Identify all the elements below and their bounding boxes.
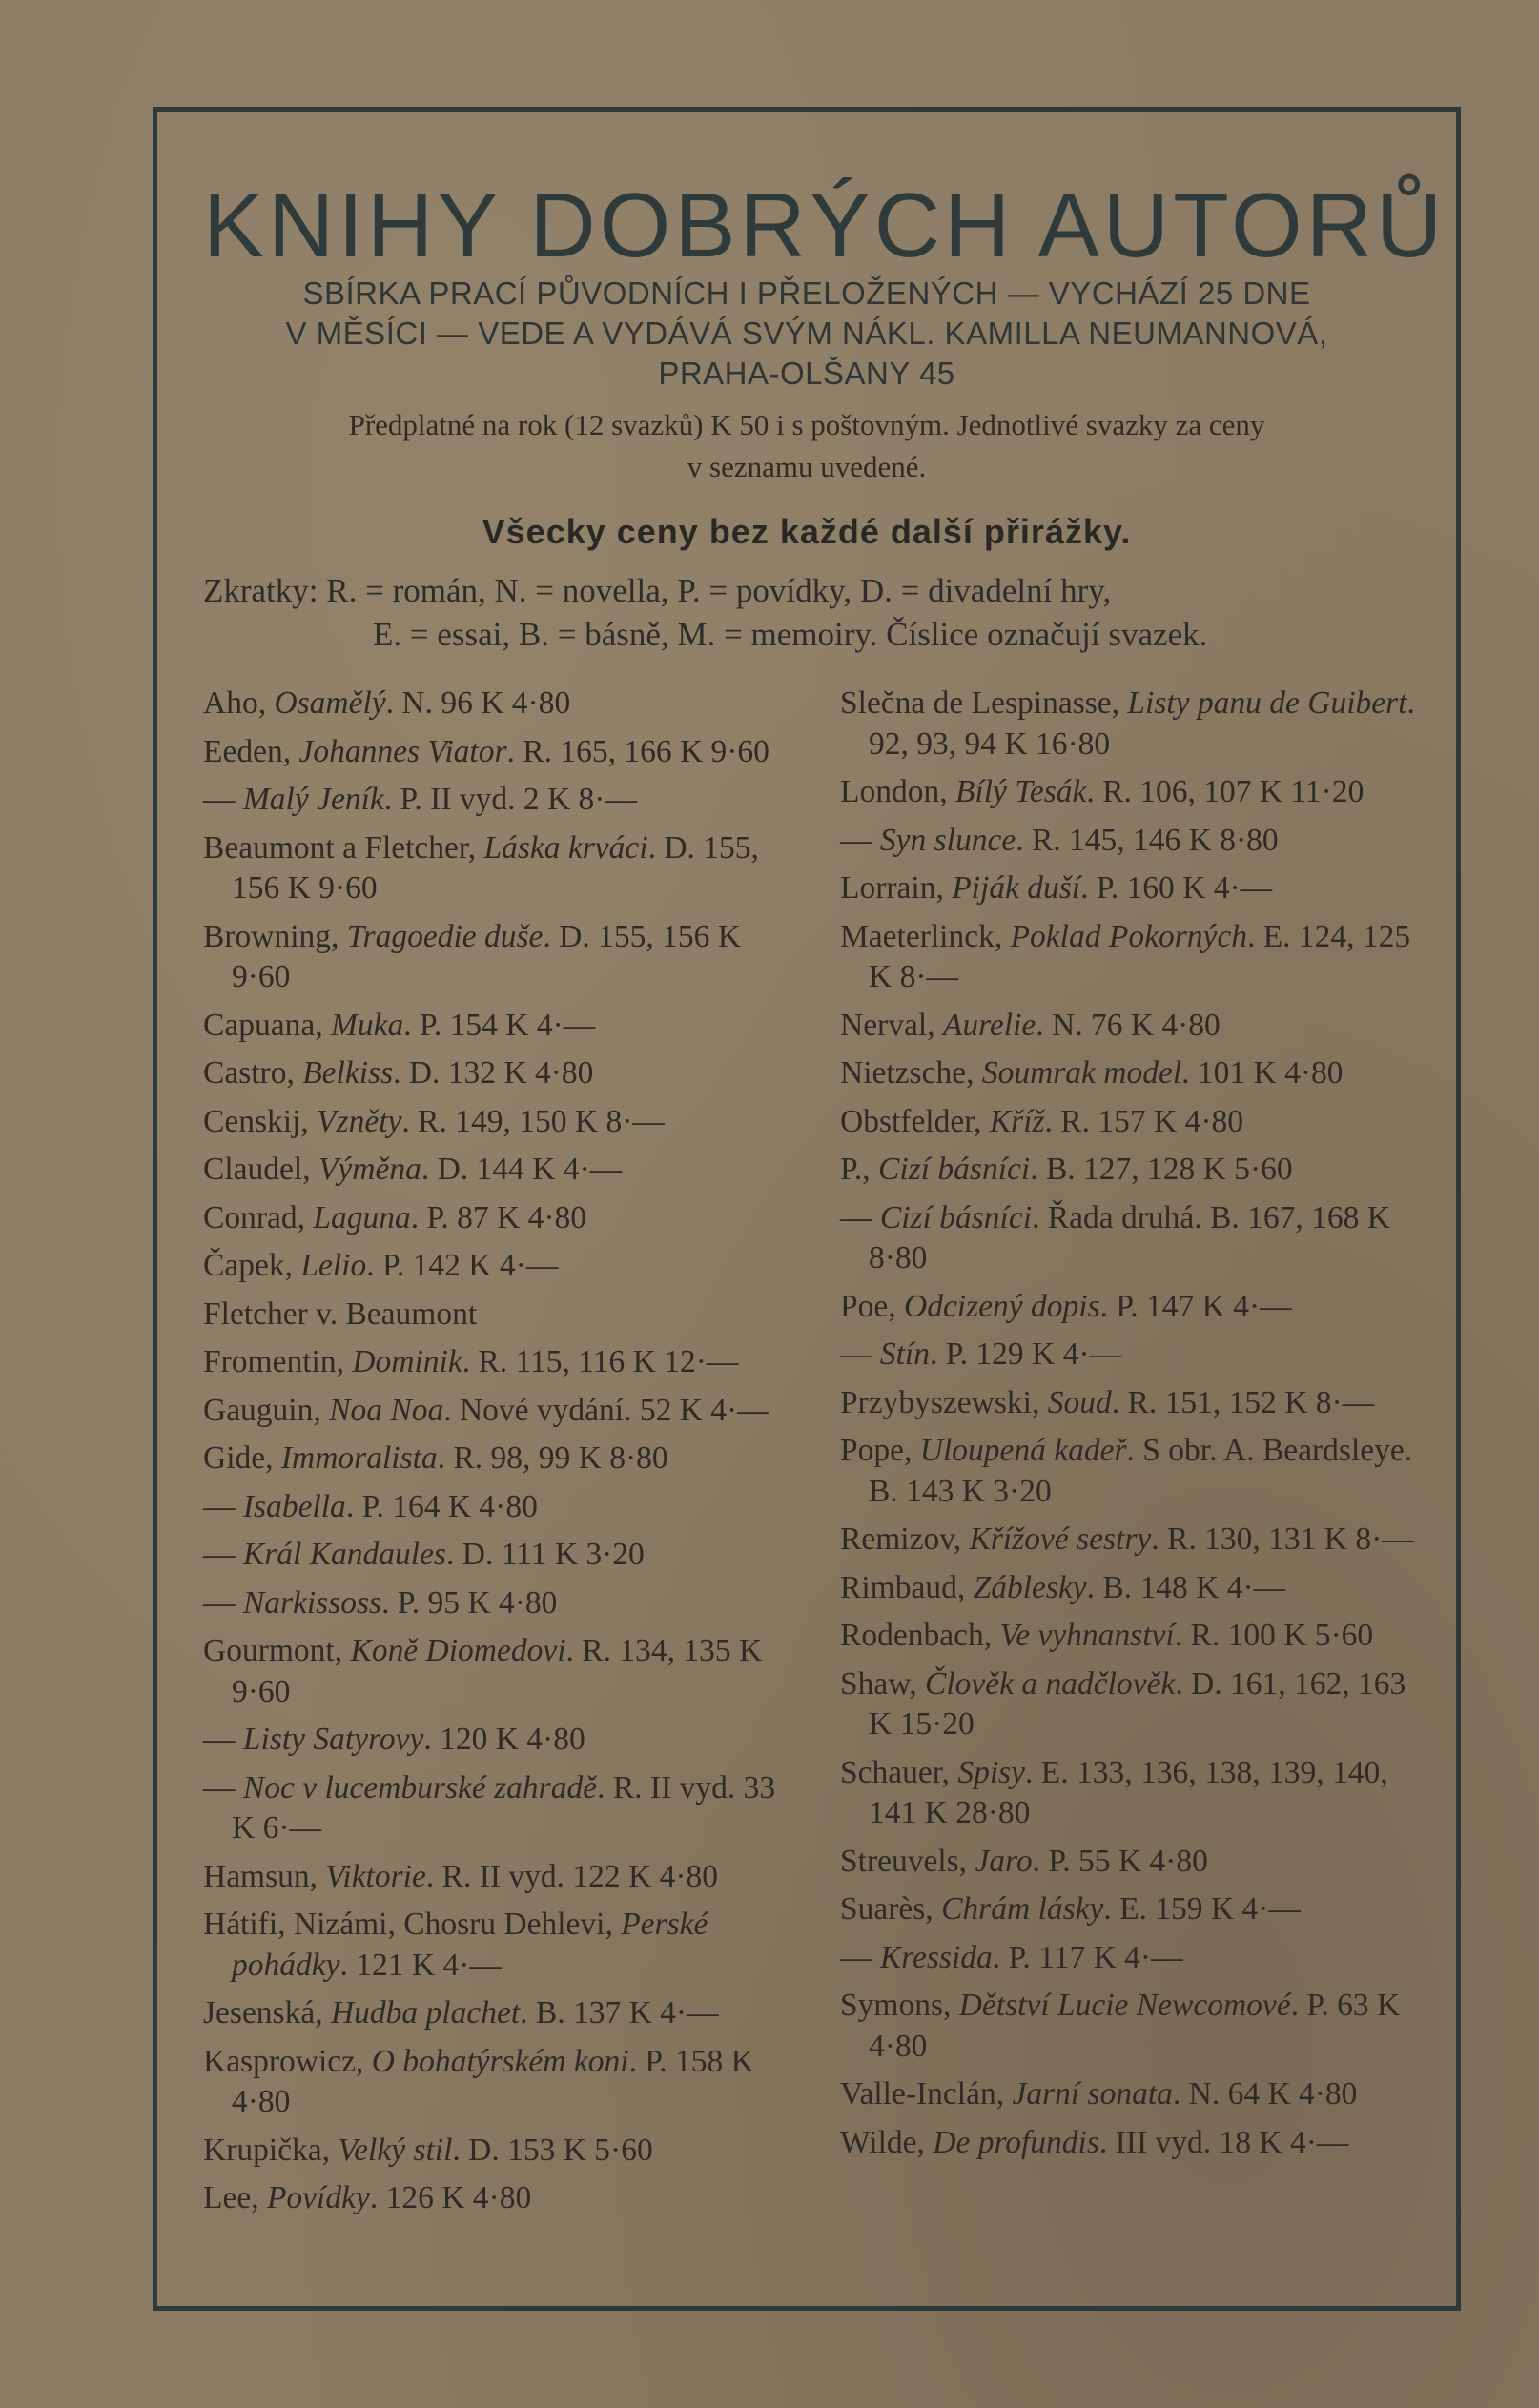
entry-details: . P. 160 K 4·—: [1080, 870, 1273, 906]
entry-work-title: Král Kandaules: [242, 1537, 446, 1572]
entry-details: . R. 130, 131 K 8·—: [1151, 1521, 1414, 1557]
entry-author: Fromentin,: [203, 1344, 353, 1379]
entry-details: . B. 137 K 4·—: [520, 1995, 719, 2030]
entry-details: . R. 134, 135 K 9·60: [232, 1633, 763, 1709]
entry-details: . P. 117 K 4·—: [992, 1939, 1183, 1975]
entry-work-title: De profundis: [933, 2124, 1099, 2160]
entry-work-title: Odcizený dopis: [904, 1288, 1100, 1324]
entry-author: Fletcher v. Beaumont: [203, 1296, 478, 1332]
catalog-entry: [203, 1391, 785, 1432]
entry-author: Streuvels,: [840, 1843, 975, 1879]
catalog-entry: [840, 821, 1427, 862]
catalog-entry: [840, 1842, 1427, 1883]
entry-author: —: [203, 1722, 243, 1757]
entry-work-title: Kressida: [879, 1939, 993, 1975]
entry-author: Slečna de Lespinasse,: [840, 685, 1128, 721]
entry-details: . 121 K 4·—: [339, 1947, 502, 1983]
frame-content: [203, 112, 1447, 2306]
entry-author: —: [203, 1488, 243, 1524]
entry-work-title: Poklad Pokorných: [1010, 918, 1247, 954]
catalog-entry: [203, 1198, 785, 1239]
entry-work-title: Křížové sestry: [969, 1521, 1152, 1557]
publisher-line: PRAHA-OLŠANY 45: [658, 356, 955, 391]
entry-work-title: Listy panu de Guibert: [1127, 685, 1407, 721]
entry-author: Wilde,: [840, 2124, 934, 2160]
entry-details: . 92, 93, 94 K 16·80: [869, 685, 1415, 762]
entry-details: . N. 96 K 4·80: [385, 685, 571, 721]
entry-author: Claudel,: [203, 1152, 318, 1187]
catalog-entry: [203, 2178, 785, 2219]
catalog-entry: [203, 1768, 785, 1849]
entry-work-title: Záblesky: [973, 1569, 1087, 1605]
catalog-entry: [840, 868, 1427, 909]
entry-author: Nerval,: [840, 1007, 943, 1043]
entry-details: . 126 K 4·80: [369, 2180, 532, 2215]
entry-work-title: Soumrak model: [981, 1055, 1182, 1091]
entry-author: Hátifi, Nizámi, Chosru Dehlevi,: [203, 1907, 622, 1942]
catalog-entry: [840, 1150, 1427, 1191]
catalog-entry: [203, 1857, 785, 1898]
catalog-entry: [203, 2042, 785, 2123]
entry-details: . S obr. A. Beardsleye. B. 143 K 3·20: [869, 1433, 1413, 1509]
catalog-entry: [840, 1616, 1427, 1657]
entry-work-title: Viktorie: [325, 1858, 426, 1894]
entry-details: . P. 154 K 4·—: [403, 1007, 596, 1043]
entry-details: . III vyd. 18 K 4·—: [1098, 2124, 1349, 2160]
entry-author: Rimbaud,: [840, 1569, 974, 1605]
entry-work-title: Cizí básníci: [878, 1152, 1031, 1187]
catalog-entry: [840, 1520, 1427, 1561]
catalog-entry: [840, 1889, 1427, 1930]
entry-work-title: Narkissoss: [242, 1584, 382, 1621]
entry-work-title: Ve vyhnanství: [999, 1618, 1175, 1653]
entry-author: Krupička,: [203, 2132, 339, 2168]
catalog-entry: [840, 1664, 1427, 1745]
catalog-entry: [840, 1938, 1427, 1979]
subscription-info: [203, 404, 1410, 488]
catalog-entry: [203, 732, 785, 773]
entry-details: . P. 142 K 4·—: [366, 1248, 559, 1283]
catalog-entry: [840, 1753, 1427, 1834]
catalog-entry: [840, 1986, 1427, 2067]
entry-author: Suarès,: [840, 1891, 942, 1927]
entry-work-title: Syn slunce: [879, 822, 1016, 858]
entry-author: —: [840, 1199, 880, 1235]
page-frame: [153, 107, 1461, 2311]
entry-work-title: Bílý Tesák: [954, 774, 1087, 809]
catalog-entry: [840, 1431, 1427, 1512]
entry-author: Censkij,: [203, 1103, 318, 1139]
entry-author: Kasprowicz,: [203, 2043, 372, 2079]
entry-author: Conrad,: [203, 1199, 314, 1235]
entry-author: Shaw,: [840, 1665, 926, 1702]
entry-details: . D. 155, 156 K 9·60: [232, 829, 759, 906]
entry-details: . P. 87 K 4·80: [410, 1199, 587, 1235]
entry-work-title: Stín: [879, 1337, 930, 1372]
entry-details: . R. II vyd. 33 K 6·—: [232, 1769, 776, 1846]
entry-author: —: [840, 1337, 880, 1372]
entry-author: P.,: [840, 1152, 879, 1187]
catalog-entry: [203, 1053, 785, 1094]
entry-details: . Nové vydání. 52 K 4·—: [443, 1392, 770, 1428]
entry-work-title: Kříž: [989, 1103, 1045, 1139]
entry-author: Castro,: [203, 1055, 303, 1091]
abbreviations: [203, 569, 1410, 657]
catalog-entry: [840, 2123, 1427, 2164]
catalog-entry: [203, 2131, 785, 2172]
entry-author: Lorrain,: [840, 870, 953, 906]
entry-work-title: Noa Noa: [329, 1392, 444, 1428]
entry-work-title: Johannes Viator: [298, 733, 507, 769]
entry-work-title: Hudba plachet: [330, 1995, 521, 2030]
catalog-entry: [840, 772, 1427, 813]
entry-details: . E. 159 K 4·—: [1103, 1891, 1301, 1927]
catalog-entry: [840, 1006, 1427, 1047]
abbreviation-line: E. = essai, B. = básně, M. = memoiry. Číslice označují svazek.: [373, 616, 1208, 653]
entry-details: . D. 153 K 5·60: [452, 2132, 653, 2168]
entry-work-title: Noc v lucemburské zahradě: [242, 1769, 598, 1806]
entry-work-title: Osamělý: [274, 685, 386, 721]
catalog-entry: [203, 1905, 785, 1986]
entry-details: . R. 106, 107 K 11·20: [1086, 774, 1365, 809]
entry-details: . R. 165, 166 K 9·60: [506, 733, 770, 769]
entry-details: . N. 76 K 4·80: [1036, 1007, 1221, 1043]
entry-author: London,: [840, 774, 955, 809]
entry-details: . R. 115, 116 K 12·—: [462, 1344, 739, 1379]
entry-author: Remizov,: [840, 1521, 970, 1557]
entry-work-title: Uloupená kadeř: [919, 1433, 1127, 1468]
entry-work-title: Jaro: [975, 1843, 1033, 1879]
catalog-entry: [203, 1720, 785, 1761]
entry-work-title: Výměna: [318, 1152, 421, 1187]
catalog-left-column: [203, 684, 785, 2227]
entry-work-title: Isabella: [242, 1488, 346, 1524]
catalog-entry: [840, 1287, 1427, 1328]
entry-details: . Řada druhá. B. 167, 168 K 8·80: [869, 1199, 1390, 1275]
entry-details: . R. II vyd. 122 K 4·80: [425, 1858, 718, 1894]
entry-work-title: Dominik: [352, 1344, 462, 1379]
entry-details: . B. 148 K 4·—: [1086, 1569, 1286, 1605]
price-notice: Všecky ceny bez každé další přirážky.: [482, 512, 1132, 551]
entry-work-title: Perské pohádky: [232, 1907, 708, 1983]
entry-work-title: Chrám lásky: [941, 1891, 1104, 1927]
entry-author: Gourmont,: [203, 1633, 351, 1668]
entry-author: —: [203, 1584, 243, 1621]
catalog-entry: [203, 1246, 785, 1287]
entry-details: . D. 132 K 4·80: [393, 1055, 594, 1091]
entry-details: . 101 K 4·80: [1181, 1055, 1344, 1091]
entry-details: . P. 147 K 4·—: [1099, 1288, 1292, 1324]
entry-author: —: [840, 1939, 880, 1975]
catalog-entry: [840, 1568, 1427, 1609]
catalog-entry: [840, 684, 1427, 765]
entry-details: . N. 64 K 4·80: [1172, 2076, 1358, 2112]
entry-author: Obstfelder,: [840, 1103, 990, 1139]
entry-author: Poe,: [840, 1288, 904, 1324]
entry-details: . P. II vyd. 2 K 8·—: [383, 782, 637, 817]
entry-work-title: Lelio: [300, 1248, 367, 1283]
entry-details: . P. 55 K 4·80: [1032, 1843, 1208, 1879]
entry-work-title: Malý Jeník: [242, 782, 384, 817]
entry-details: . R. 149, 150 K 8·—: [401, 1103, 665, 1139]
publisher-line: SBÍRKA PRACÍ PŮVODNÍCH I PŘELOŽENÝCH — VYCHÁZÍ 25 DNE: [302, 275, 1311, 311]
catalog-entry: [203, 1583, 785, 1624]
entry-work-title: Tragoedie duše: [346, 918, 544, 954]
catalog-entry: [203, 828, 785, 909]
entry-author: —: [203, 1537, 243, 1572]
entry-details: . R. 145, 146 K 8·80: [1016, 822, 1279, 858]
entry-author: Lee,: [203, 2180, 267, 2215]
catalog-entry: [203, 684, 785, 724]
entry-work-title: Povídky: [266, 2180, 370, 2215]
entry-details: . D. 144 K 4·—: [421, 1152, 623, 1187]
entry-author: Čapek,: [203, 1248, 301, 1283]
entry-details: . R. 98, 99 K 8·80: [437, 1440, 668, 1476]
entry-details: . D. 155, 156 K 9·60: [232, 918, 741, 994]
catalog-entry: [203, 1439, 785, 1479]
entry-author: Gide,: [203, 1440, 281, 1476]
entry-details: . R. 157 K 4·80: [1044, 1103, 1243, 1139]
entry-details: . D. 161, 162, 163 K 15·20: [869, 1665, 1406, 1742]
entry-work-title: Muka: [330, 1007, 404, 1043]
entry-work-title: Laguna: [313, 1199, 411, 1235]
catalog-entry: [203, 1295, 785, 1336]
entry-details: . P. 63 K 4·80: [869, 1988, 1401, 2064]
entry-details: . E. 124, 125 K 8·—: [869, 918, 1411, 994]
catalog-entry: [203, 1006, 785, 1047]
catalog-entry: [840, 1198, 1427, 1279]
entry-author: Gauguin,: [203, 1392, 330, 1428]
catalog-entry: [840, 917, 1427, 998]
entry-details: . B. 127, 128 K 5·60: [1030, 1152, 1293, 1187]
catalog-entry: [203, 1993, 785, 2034]
entry-author: Valle-Inclán,: [840, 2076, 1013, 2112]
entry-work-title: O bohatýrském koni: [371, 2043, 629, 2079]
entry-author: Beaumont a Fletcher,: [203, 829, 484, 866]
entry-details: . R. 100 K 5·60: [1174, 1618, 1374, 1653]
catalog-entry: [203, 1342, 785, 1383]
entry-work-title: Cizí básníci: [879, 1199, 1033, 1235]
entry-details: . D. 111 K 3·20: [446, 1537, 645, 1572]
entry-work-title: Piják duší: [952, 870, 1081, 906]
entry-work-title: Člověk a nadčlověk: [925, 1665, 1176, 1702]
entry-author: Hamsun,: [203, 1858, 326, 1894]
subscription-line: Předplatné na rok (12 svazků) K 50 i s poštovným. Jednotlivé svazky za ceny: [348, 408, 1265, 441]
entry-author: Eeden,: [203, 733, 299, 769]
entry-work-title: Koně Diomedovi: [350, 1633, 566, 1668]
entry-details: . E. 133, 136, 138, 139, 140, 141 K 28·80: [869, 1754, 1388, 1830]
entry-work-title: Belkiss: [302, 1055, 394, 1091]
entry-author: Browning,: [203, 918, 347, 954]
catalog-entry: [203, 1102, 785, 1143]
catalog-entry: [840, 1053, 1427, 1094]
entry-work-title: Aurelie: [942, 1007, 1036, 1043]
entry-details: . 120 K 4·80: [423, 1722, 585, 1757]
entry-author: Maeterlinck,: [840, 918, 1011, 954]
publisher-line: V MĚSÍCI — VEDE A VYDÁVÁ SVÝM NÁKL. KAMILLA NEUMANNOVÁ,: [285, 316, 1328, 351]
entry-author: —: [203, 782, 243, 817]
catalog-entry: [203, 917, 785, 998]
publisher-info: [203, 274, 1410, 394]
subscription-line: v seznamu uvedené.: [687, 450, 927, 483]
catalog-entry: [840, 1335, 1427, 1376]
entry-author: Przybyszewski,: [840, 1384, 1048, 1420]
entry-work-title: Velký stil: [338, 2132, 453, 2168]
entry-details: . P. 158 K 4·80: [232, 2043, 754, 2119]
catalog-entry: [203, 1535, 785, 1576]
catalog-entry: [840, 1102, 1427, 1143]
catalog-entry: [203, 780, 785, 821]
entry-author: Jesenská,: [203, 1995, 331, 2030]
catalog-entry: [840, 2074, 1427, 2115]
entry-author: Symons,: [840, 1988, 959, 2023]
entry-author: —: [203, 1769, 243, 1806]
entry-author: —: [840, 822, 880, 858]
abbreviation-line: Zkratky: R. = román, N. = novella, P. = povídky, D. = divadelní hry,: [203, 572, 1112, 609]
entry-details: . R. 151, 152 K 8·—: [1111, 1384, 1375, 1420]
entry-work-title: Immoralista: [280, 1440, 438, 1476]
entry-work-title: Jarní sonata: [1012, 2076, 1173, 2112]
catalog-entry: [203, 1487, 785, 1528]
entry-author: Capuana,: [203, 1007, 331, 1043]
entry-author: Aho,: [203, 685, 275, 721]
catalog-entry: [203, 1150, 785, 1191]
entry-author: Schauer,: [840, 1754, 958, 1790]
entry-work-title: Soud: [1047, 1384, 1112, 1420]
entry-work-title: Vzněty: [317, 1103, 402, 1139]
entry-author: Nietzsche,: [840, 1055, 982, 1091]
entry-details: . P. 95 K 4·80: [381, 1584, 558, 1621]
entry-work-title: Listy Satyrovy: [242, 1722, 424, 1757]
catalog-entry: [203, 1631, 785, 1712]
catalog-right-column: [840, 684, 1427, 2171]
entry-author: Rodenbach,: [840, 1618, 1000, 1653]
entry-details: . P. 164 K 4·80: [345, 1488, 538, 1524]
page-title: KNIHY DOBRÝCH AUTORŮ: [203, 174, 1447, 276]
entry-details: . P. 129 K 4·—: [930, 1337, 1122, 1372]
entry-work-title: Dětství Lucie Newcomové: [958, 1988, 1291, 2023]
entry-work-title: Spisy: [957, 1754, 1026, 1790]
entry-author: Pope,: [840, 1433, 920, 1468]
entry-work-title: Láska krváci: [483, 829, 648, 866]
catalog-entry: [840, 1383, 1427, 1424]
